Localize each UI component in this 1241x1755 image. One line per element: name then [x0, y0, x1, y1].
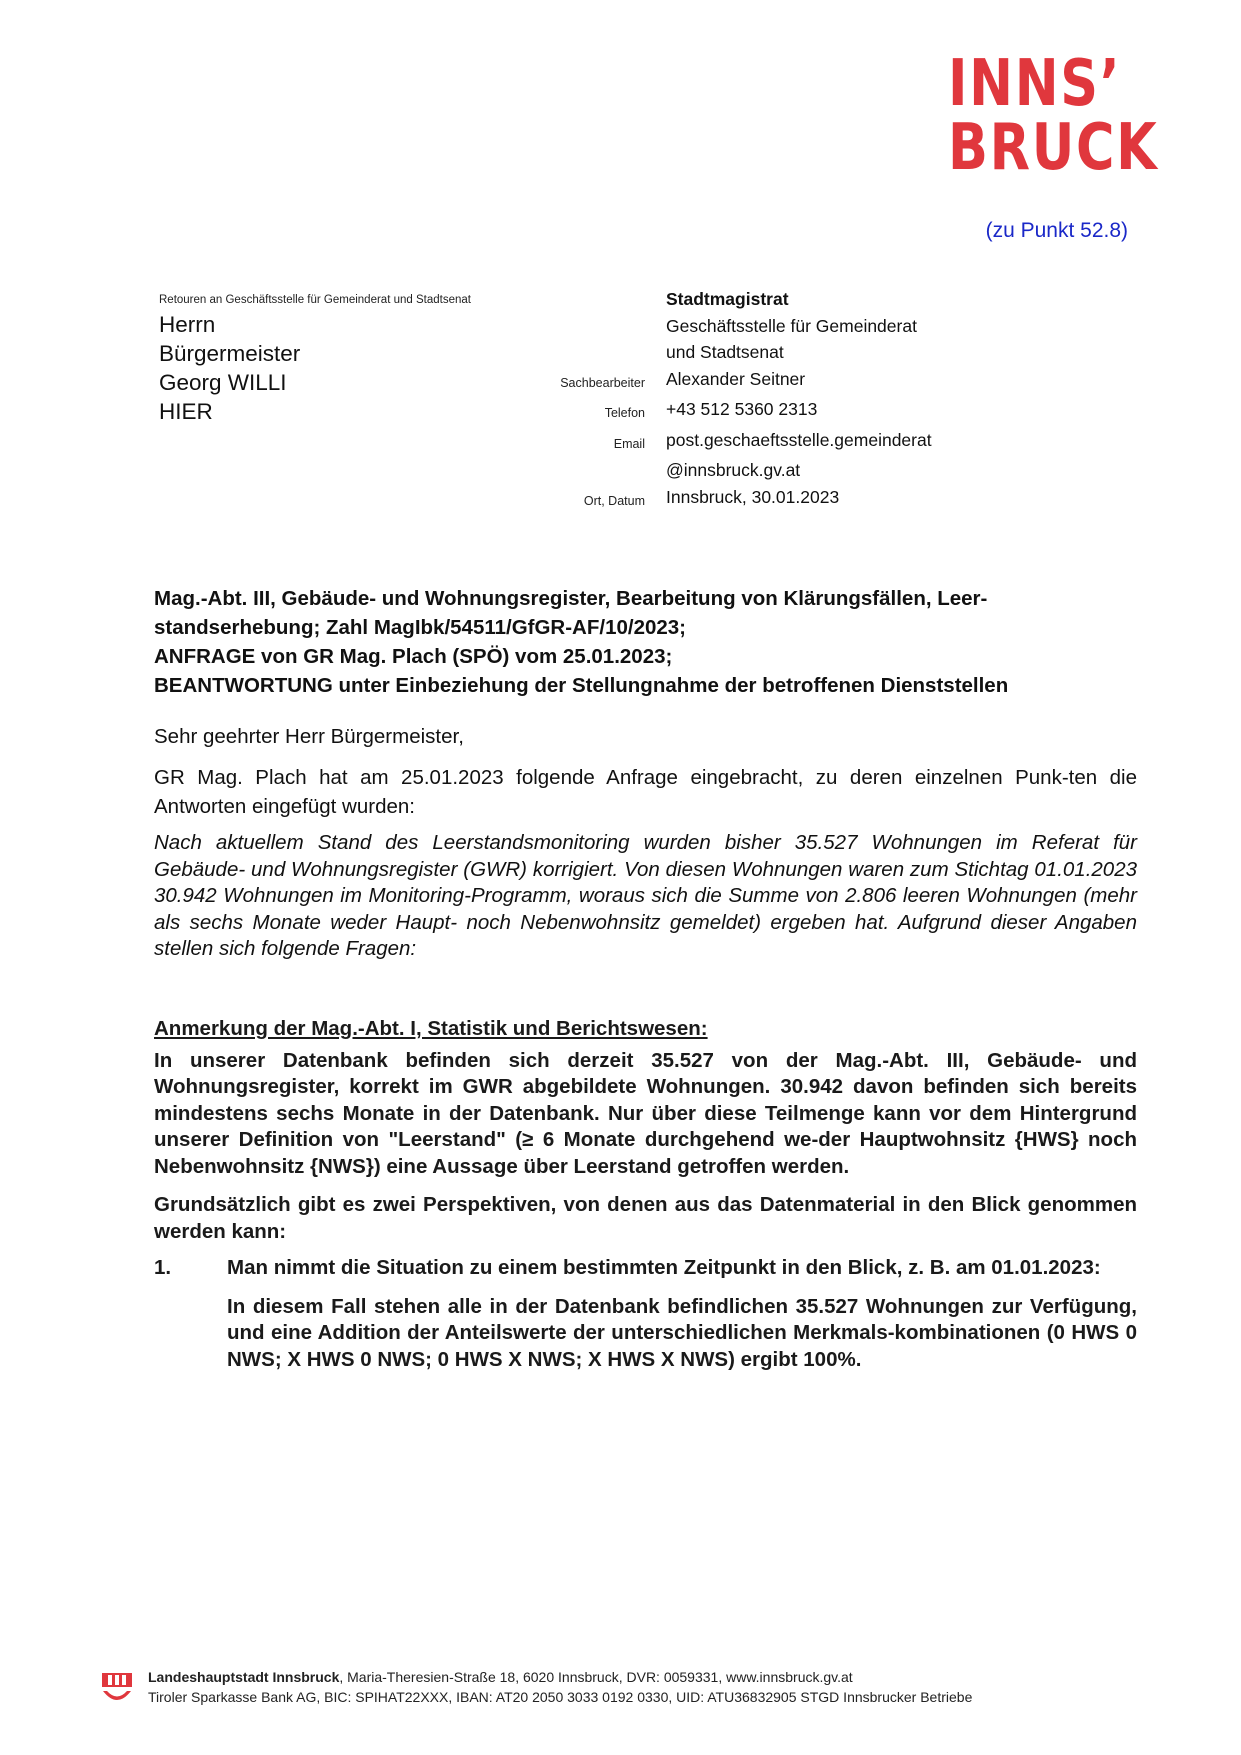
- sender-org: Stadtmagistrat: [666, 289, 789, 309]
- email-label: Email: [613, 436, 645, 451]
- list-item: [154, 1255, 1137, 1373]
- city-emblem-icon: [100, 1671, 134, 1707]
- reference-note: (zu Punkt 52.8): [985, 219, 1128, 242]
- clerk-label: Sachbearbeiter: [560, 375, 645, 390]
- phone-number: +43 512 5360 2313: [666, 399, 818, 419]
- annotation-paragraph: In unserer Datenbank befinden sich derzeit 35.527 von der Mag.-Abt. III, Gebäude- und Wohnungsregister, korrekt im GWR abgebildete Wohnungen. 30.942 davon befinden sich bereits mindestens sechs Monate in der Datenbank. Nur über diese Teilmenge kann vor dem Hintergrund unserer Definition von "Leerstand" (≥ 6 Monate durchgehend we-der Hauptwohnsitz {HWS} noch Nebenwohnsitz {NWS}) eine Aussage über Leerstand getroffen werden.: [154, 1048, 1137, 1178]
- footer-address: , Maria-Theresien-Straße 18, 6020 Innsbruck, DVR: 0059331, www.innsbruck.gv.at: [339, 1669, 853, 1685]
- sender-department-cont: und Stadtsenat: [666, 342, 784, 362]
- recipient-line: Bürgermeister: [159, 341, 301, 366]
- phone-label: Telefon: [604, 406, 645, 420]
- date-label: Ort, Datum: [583, 493, 645, 508]
- subject: [154, 584, 1137, 700]
- return-address-line: Retouren an Geschäftsstelle für Gemeinderat und Stadtsenat: [159, 294, 471, 306]
- logo-line-2: BRUCK: [948, 111, 1159, 185]
- logo-line-1: INNS’: [948, 47, 1122, 121]
- clerk-name: Alexander Seitner: [666, 368, 806, 389]
- list-item-detail: In diesem Fall stehen alle in der Datenbank befindlichen 35.527 Wohnungen zur Verfügung, und eine Addition der Anteilswerte der unterschiedlichen Merkmals-kombinationen (0 HWS 0 NWS; X HWS 0 NWS; 0 HWS X NWS; X HWS X NWS) ergibt 100%.: [227, 1294, 1137, 1371]
- intro-paragraph: GR Mag. Plach hat am 25.01.2023 folgende Anfrage eingebracht, zu deren einzelnen Punk-ten die Antworten eingefügt wurden:: [154, 766, 1137, 818]
- subject-line: Mag.-Abt. III, Gebäude- und Wohnungsregister, Bearbeitung von Klärungsfällen, Leer-: [154, 587, 988, 610]
- subject-line: standserhebung; Zahl MagIbk/54511/GfGR-AF/10/2023;: [154, 616, 687, 639]
- footer-line-2: Tiroler Sparkasse Bank AG, BIC: SPIHAT22XXX, IBAN: AT20 2050 3033 0192 0330, UID: ATU36832905 STGD Innsbrucker Betriebe: [148, 1689, 973, 1705]
- sender-block: [500, 286, 1060, 514]
- letter-body: [154, 584, 1137, 1373]
- recipient-line: Herrn: [159, 312, 216, 337]
- place-date: Innsbruck, 30.01.2023: [666, 486, 840, 507]
- innsbruck-logo: [948, 47, 1194, 185]
- salutation: Sehr geehrter Herr Bürgermeister,: [154, 725, 464, 748]
- footer-line-1: [148, 1669, 853, 1685]
- perspectives-paragraph: Grundsätzlich gibt es zwei Perspektiven, von denen aus das Datenmaterial in den Blick genommen werden kann:: [154, 1193, 1137, 1243]
- sender-department: Geschäftsstelle für Gemeinderat: [666, 315, 917, 336]
- list-number: 1.: [154, 1256, 172, 1279]
- list-item-text: Man nimmt die Situation zu einem bestimmten Zeitpunkt in den Blick, z. B. am 01.01.2023:: [227, 1256, 1101, 1279]
- subject-line: ANFRAGE von GR Mag. Plach (SPÖ) vom 25.01.2023;: [154, 645, 673, 668]
- email-address: post.geschaeftsstelle.gemeinderat: [666, 429, 932, 450]
- recipient-line: HIER: [159, 399, 213, 424]
- email-address-domain: @innsbruck.gv.at: [666, 460, 801, 480]
- inquiry-text: Nach aktuellem Stand des Leerstandsmonitoring wurden bisher 35.527 Wohnungen im Referat für Gebäude- und Wohnungsregister (GWR) korrigiert. Von diesen Wohnungen waren zum Stichtag 01.01.2023 30.942 Wohnungen im Monitoring-Programm, woraus sich die Summe von 2.806 leeren Wohnungen (mehr als sechs Monate weder Haupt- noch Nebenwohnsitz gemeldet) ergeben hat. Aufgrund dieser Angaben stellen sich folgende Fragen:: [154, 831, 1137, 960]
- recipient-address: [159, 310, 300, 426]
- footer-city-name: Landeshauptstadt Innsbruck: [148, 1669, 340, 1685]
- subject-line: BEANTWORTUNG unter Einbeziehung der Stellungnahme der betroffenen Dienststellen: [154, 674, 1009, 697]
- annotation-heading: Anmerkung der Mag.-Abt. I, Statistik und Berichtswesen:: [154, 1016, 708, 1040]
- recipient-line: Georg WILLI: [159, 370, 287, 395]
